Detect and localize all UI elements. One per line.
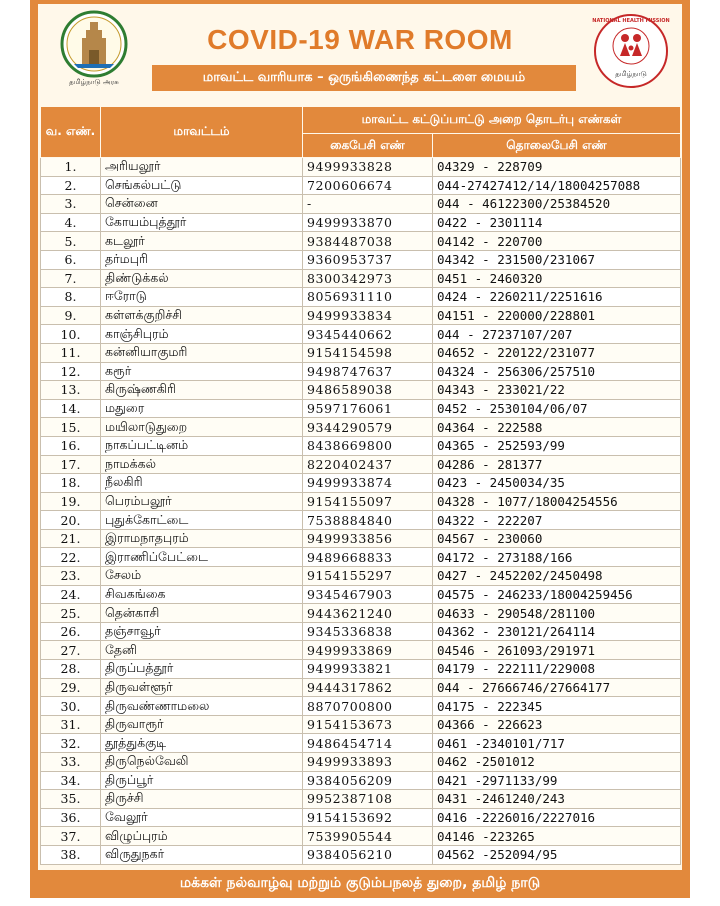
mobile-number-cell: 9499933821 — [303, 660, 433, 679]
mobile-number-cell: 9154155297 — [303, 567, 433, 586]
serial-no-cell: 30. — [41, 697, 101, 716]
table-row — [41, 585, 681, 604]
district-cell: தென்காசி — [101, 604, 303, 623]
district-cell: விழுப்புரம் — [101, 827, 303, 846]
district-cell: மதுரை — [101, 399, 303, 418]
mobile-number-cell: 9499933828 — [303, 158, 433, 177]
district-cell: நீலகிரி — [101, 474, 303, 493]
mobile-number-cell: 9486454714 — [303, 734, 433, 753]
table-row — [41, 343, 681, 362]
district-cell: ஈரோடு — [101, 288, 303, 307]
serial-no-cell: 14. — [41, 399, 101, 418]
district-cell: கோயம்புத்தூர் — [101, 213, 303, 232]
contact-table — [40, 106, 681, 865]
mobile-number-cell: 8870700800 — [303, 697, 433, 716]
landline-number-cell: 04322 - 222207 — [433, 511, 681, 530]
mobile-number-cell: 9345440662 — [303, 325, 433, 344]
table-row — [41, 753, 681, 772]
table-row — [41, 176, 681, 195]
table-row — [41, 511, 681, 530]
footer-banner: மக்கள் நல்வாழ்வு மற்றும் குடும்பநலத் துறை, தமிழ் நாடு — [179, 875, 541, 891]
table-row — [41, 288, 681, 307]
mobile-number-cell: 9384487038 — [303, 232, 433, 251]
serial-no-cell: 22. — [41, 548, 101, 567]
table-row — [41, 418, 681, 437]
serial-no-cell: 7. — [41, 269, 101, 288]
landline-number-cell: 0431 -2461240/243 — [433, 790, 681, 809]
landline-number-cell: 04633 - 290548/281100 — [433, 604, 681, 623]
serial-no-cell: 5. — [41, 232, 101, 251]
table-row — [41, 269, 681, 288]
mobile-number-cell: 9499933869 — [303, 641, 433, 660]
landline-number-cell: 044 - 27237107/207 — [433, 325, 681, 344]
mobile-number-cell: 9384056209 — [303, 771, 433, 790]
district-cell: தூத்துக்குடி — [101, 734, 303, 753]
serial-no-cell: 20. — [41, 511, 101, 530]
left-logo-caption: தமிழ்நாடு அரசு — [69, 78, 119, 86]
landline-number-cell: 04146 -223265 — [433, 827, 681, 846]
table-row — [41, 195, 681, 214]
landline-number-cell: 04324 - 256306/257510 — [433, 362, 681, 381]
landline-number-cell: 04546 - 261093/291971 — [433, 641, 681, 660]
district-cell: சேலம் — [101, 567, 303, 586]
landline-number-cell: 04175 - 222345 — [433, 697, 681, 716]
table-row — [41, 808, 681, 827]
table-row — [41, 715, 681, 734]
table-row — [41, 567, 681, 586]
district-cell: காஞ்சிபுரம் — [101, 325, 303, 344]
district-cell: விருதுநகர் — [101, 845, 303, 864]
mobile-number-cell: 8220402437 — [303, 455, 433, 474]
poster-body — [38, 4, 682, 870]
landline-number-cell: 0424 - 2260211/2251616 — [433, 288, 681, 307]
landline-number-cell: 0451 - 2460320 — [433, 269, 681, 288]
district-cell: செங்கல்பட்டு — [101, 176, 303, 195]
landline-number-cell: 0461 -2340101/717 — [433, 734, 681, 753]
mobile-number-cell: 9597176061 — [303, 399, 433, 418]
table-row — [41, 604, 681, 623]
district-cell: இராணிப்பேட்டை — [101, 548, 303, 567]
table-row — [41, 381, 681, 400]
table-row — [41, 771, 681, 790]
mobile-number-cell: 9345467903 — [303, 585, 433, 604]
landline-number-cell: 04329 - 228709 — [433, 158, 681, 177]
serial-no-cell: 31. — [41, 715, 101, 734]
mobile-number-cell: 9499933870 — [303, 213, 433, 232]
district-cell: சிவகங்கை — [101, 585, 303, 604]
landline-number-cell: 0462 -2501012 — [433, 753, 681, 772]
district-cell: இராமநாதபுரம் — [101, 529, 303, 548]
district-cell: மயிலாடுதுறை — [101, 418, 303, 437]
table-row — [41, 455, 681, 474]
mobile-number-cell: 9444317862 — [303, 678, 433, 697]
table-row — [41, 362, 681, 381]
landline-number-cell: 04362 - 230121/264114 — [433, 622, 681, 641]
district-cell: நாகப்பட்டினம் — [101, 436, 303, 455]
mobile-number-cell: 9499933874 — [303, 474, 433, 493]
header-mobile: கைபேசி எண் — [303, 134, 433, 158]
mobile-number-cell: 7200606674 — [303, 176, 433, 195]
district-cell: தர்மபுரி — [101, 250, 303, 269]
mobile-number-cell: 8056931110 — [303, 288, 433, 307]
landline-number-cell: 04343 - 233021/22 — [433, 381, 681, 400]
table-row — [41, 436, 681, 455]
table-row — [41, 250, 681, 269]
table-row — [41, 790, 681, 809]
table-row — [41, 474, 681, 493]
landline-number-cell: 04562 -252094/95 — [433, 845, 681, 864]
serial-no-cell: 3. — [41, 195, 101, 214]
header — [38, 4, 682, 104]
landline-number-cell: 0423 - 2450034/35 — [433, 474, 681, 493]
landline-number-cell: 04328 - 1077/18004254556 — [433, 492, 681, 511]
table-row — [41, 845, 681, 864]
serial-no-cell: 29. — [41, 678, 101, 697]
serial-no-cell: 38. — [41, 845, 101, 864]
table-row — [41, 678, 681, 697]
serial-no-cell: 37. — [41, 827, 101, 846]
district-cell: திருப்பூர் — [101, 771, 303, 790]
landline-number-cell: 044 - 46122300/25384520 — [433, 195, 681, 214]
landline-number-cell: 04575 - 246233/18004259456 — [433, 585, 681, 604]
district-cell: திருப்பத்தூர் — [101, 660, 303, 679]
landline-number-cell: 0452 - 2530104/06/07 — [433, 399, 681, 418]
landline-number-cell: 0427 - 2452202/2450498 — [433, 567, 681, 586]
serial-no-cell: 26. — [41, 622, 101, 641]
table-row — [41, 306, 681, 325]
serial-no-cell: 1. — [41, 158, 101, 177]
landline-number-cell: 0422 - 2301114 — [433, 213, 681, 232]
landline-number-cell: 04286 - 281377 — [433, 455, 681, 474]
table-row — [41, 622, 681, 641]
serial-no-cell: 36. — [41, 808, 101, 827]
serial-no-cell: 32. — [41, 734, 101, 753]
district-cell: திண்டுக்கல் — [101, 269, 303, 288]
mobile-number-cell: 9154153673 — [303, 715, 433, 734]
district-cell: கரூர் — [101, 362, 303, 381]
table-row — [41, 158, 681, 177]
mobile-number-cell: 7538884840 — [303, 511, 433, 530]
district-cell: திருவாரூர் — [101, 715, 303, 734]
table-row — [41, 399, 681, 418]
table-row — [41, 641, 681, 660]
landline-number-cell: 04172 - 273188/166 — [433, 548, 681, 567]
serial-no-cell: 19. — [41, 492, 101, 511]
serial-no-cell: 9. — [41, 306, 101, 325]
right-logo-caption: தமிழ்நாடு — [615, 70, 647, 78]
landline-number-cell: 044 - 27666746/27664177 — [433, 678, 681, 697]
serial-no-cell: 24. — [41, 585, 101, 604]
district-cell: தஞ்சாவூர் — [101, 622, 303, 641]
nhm-logo-icon — [592, 12, 670, 90]
serial-no-cell: 17. — [41, 455, 101, 474]
mobile-number-cell: 9360953737 — [303, 250, 433, 269]
serial-no-cell: 25. — [41, 604, 101, 623]
mobile-number-cell: 7539905544 — [303, 827, 433, 846]
header-contact-group: மாவட்ட கட்டுப்பாட்டு அறை தொடர்பு எண்கள் — [303, 107, 681, 134]
landline-number-cell: 04151 - 220000/228801 — [433, 306, 681, 325]
serial-no-cell: 27. — [41, 641, 101, 660]
table-body — [41, 158, 681, 865]
serial-no-cell: 21. — [41, 529, 101, 548]
mobile-number-cell: 9154154598 — [303, 343, 433, 362]
landline-number-cell: 04342 - 231500/231067 — [433, 250, 681, 269]
district-cell: திருநெல்வேலி — [101, 753, 303, 772]
mobile-number-cell: 9154155097 — [303, 492, 433, 511]
mobile-number-cell: 9486589038 — [303, 381, 433, 400]
serial-no-cell: 10. — [41, 325, 101, 344]
table-row — [41, 697, 681, 716]
district-cell: வேலூர் — [101, 808, 303, 827]
mobile-number-cell: 9498747637 — [303, 362, 433, 381]
mobile-number-cell: 9345336838 — [303, 622, 433, 641]
page-title: COVID-19 WAR ROOM — [207, 24, 513, 55]
landline-number-cell: 04179 - 222111/229008 — [433, 660, 681, 679]
table-row — [41, 325, 681, 344]
district-cell: திருவண்ணாமலை — [101, 697, 303, 716]
table-row — [41, 548, 681, 567]
mobile-number-cell: 9344290579 — [303, 418, 433, 437]
serial-no-cell: 15. — [41, 418, 101, 437]
table-row — [41, 232, 681, 251]
mobile-number-cell: 9154153692 — [303, 808, 433, 827]
header-serial-no: வ. எண். — [41, 107, 101, 158]
subtitle-banner: மாவட்ட வாரியாக – ஒருங்கிணைந்த கட்டளை மையம் — [152, 65, 576, 91]
table-row — [41, 734, 681, 753]
district-cell: திருச்சி — [101, 790, 303, 809]
district-cell: பெரம்பலூர் — [101, 492, 303, 511]
landline-number-cell: 0416 -2226016/2227016 — [433, 808, 681, 827]
landline-number-cell: 04364 - 222588 — [433, 418, 681, 437]
district-cell: தேனி — [101, 641, 303, 660]
table-row — [41, 492, 681, 511]
district-cell: கிருஷ்ணகிரி — [101, 381, 303, 400]
mobile-number-cell: 9489668833 — [303, 548, 433, 567]
mobile-number-cell: - — [303, 195, 433, 214]
district-cell: கடலூர் — [101, 232, 303, 251]
table-row — [41, 827, 681, 846]
landline-number-cell: 0421 -2971133/99 — [433, 771, 681, 790]
serial-no-cell: 34. — [41, 771, 101, 790]
serial-no-cell: 23. — [41, 567, 101, 586]
serial-no-cell: 28. — [41, 660, 101, 679]
header-landline: தொலைபேசி எண் — [433, 134, 681, 158]
landline-number-cell: 04366 - 226623 — [433, 715, 681, 734]
mobile-number-cell: 9499933856 — [303, 529, 433, 548]
serial-no-cell: 6. — [41, 250, 101, 269]
mobile-number-cell: 9499933893 — [303, 753, 433, 772]
serial-no-cell: 4. — [41, 213, 101, 232]
landline-number-cell: 04652 - 220122/231077 — [433, 343, 681, 362]
district-cell: அரியலூர் — [101, 158, 303, 177]
serial-no-cell: 2. — [41, 176, 101, 195]
mobile-number-cell: 8438669800 — [303, 436, 433, 455]
serial-no-cell: 13. — [41, 381, 101, 400]
landline-number-cell: 044-27427412/14/18004257088 — [433, 176, 681, 195]
mobile-number-cell: 8300342973 — [303, 269, 433, 288]
district-cell: கள்ளக்குறிச்சி — [101, 306, 303, 325]
table-row — [41, 213, 681, 232]
serial-no-cell: 8. — [41, 288, 101, 307]
district-cell: கன்னியாகுமரி — [101, 343, 303, 362]
district-cell: நாமக்கல் — [101, 455, 303, 474]
mobile-number-cell: 9499933834 — [303, 306, 433, 325]
header-district: மாவட்டம் — [101, 107, 303, 158]
serial-no-cell: 16. — [41, 436, 101, 455]
landline-number-cell: 04567 - 230060 — [433, 529, 681, 548]
serial-no-cell: 12. — [41, 362, 101, 381]
landline-number-cell: 04365 - 252593/99 — [433, 436, 681, 455]
serial-no-cell: 11. — [41, 343, 101, 362]
landline-number-cell: 04142 - 220700 — [433, 232, 681, 251]
serial-no-cell: 33. — [41, 753, 101, 772]
poster-frame — [30, 0, 690, 898]
right-logo-text: NATIONAL HEALTH MISSION — [592, 18, 670, 24]
mobile-number-cell: 9384056210 — [303, 845, 433, 864]
district-cell: புதுக்கோட்டை — [101, 511, 303, 530]
table-row — [41, 529, 681, 548]
table-row — [41, 660, 681, 679]
serial-no-cell: 18. — [41, 474, 101, 493]
district-cell: திருவள்ளூர் — [101, 678, 303, 697]
mobile-number-cell: 9443621240 — [303, 604, 433, 623]
district-cell: சென்னை — [101, 195, 303, 214]
serial-no-cell: 35. — [41, 790, 101, 809]
mobile-number-cell: 9952387108 — [303, 790, 433, 809]
